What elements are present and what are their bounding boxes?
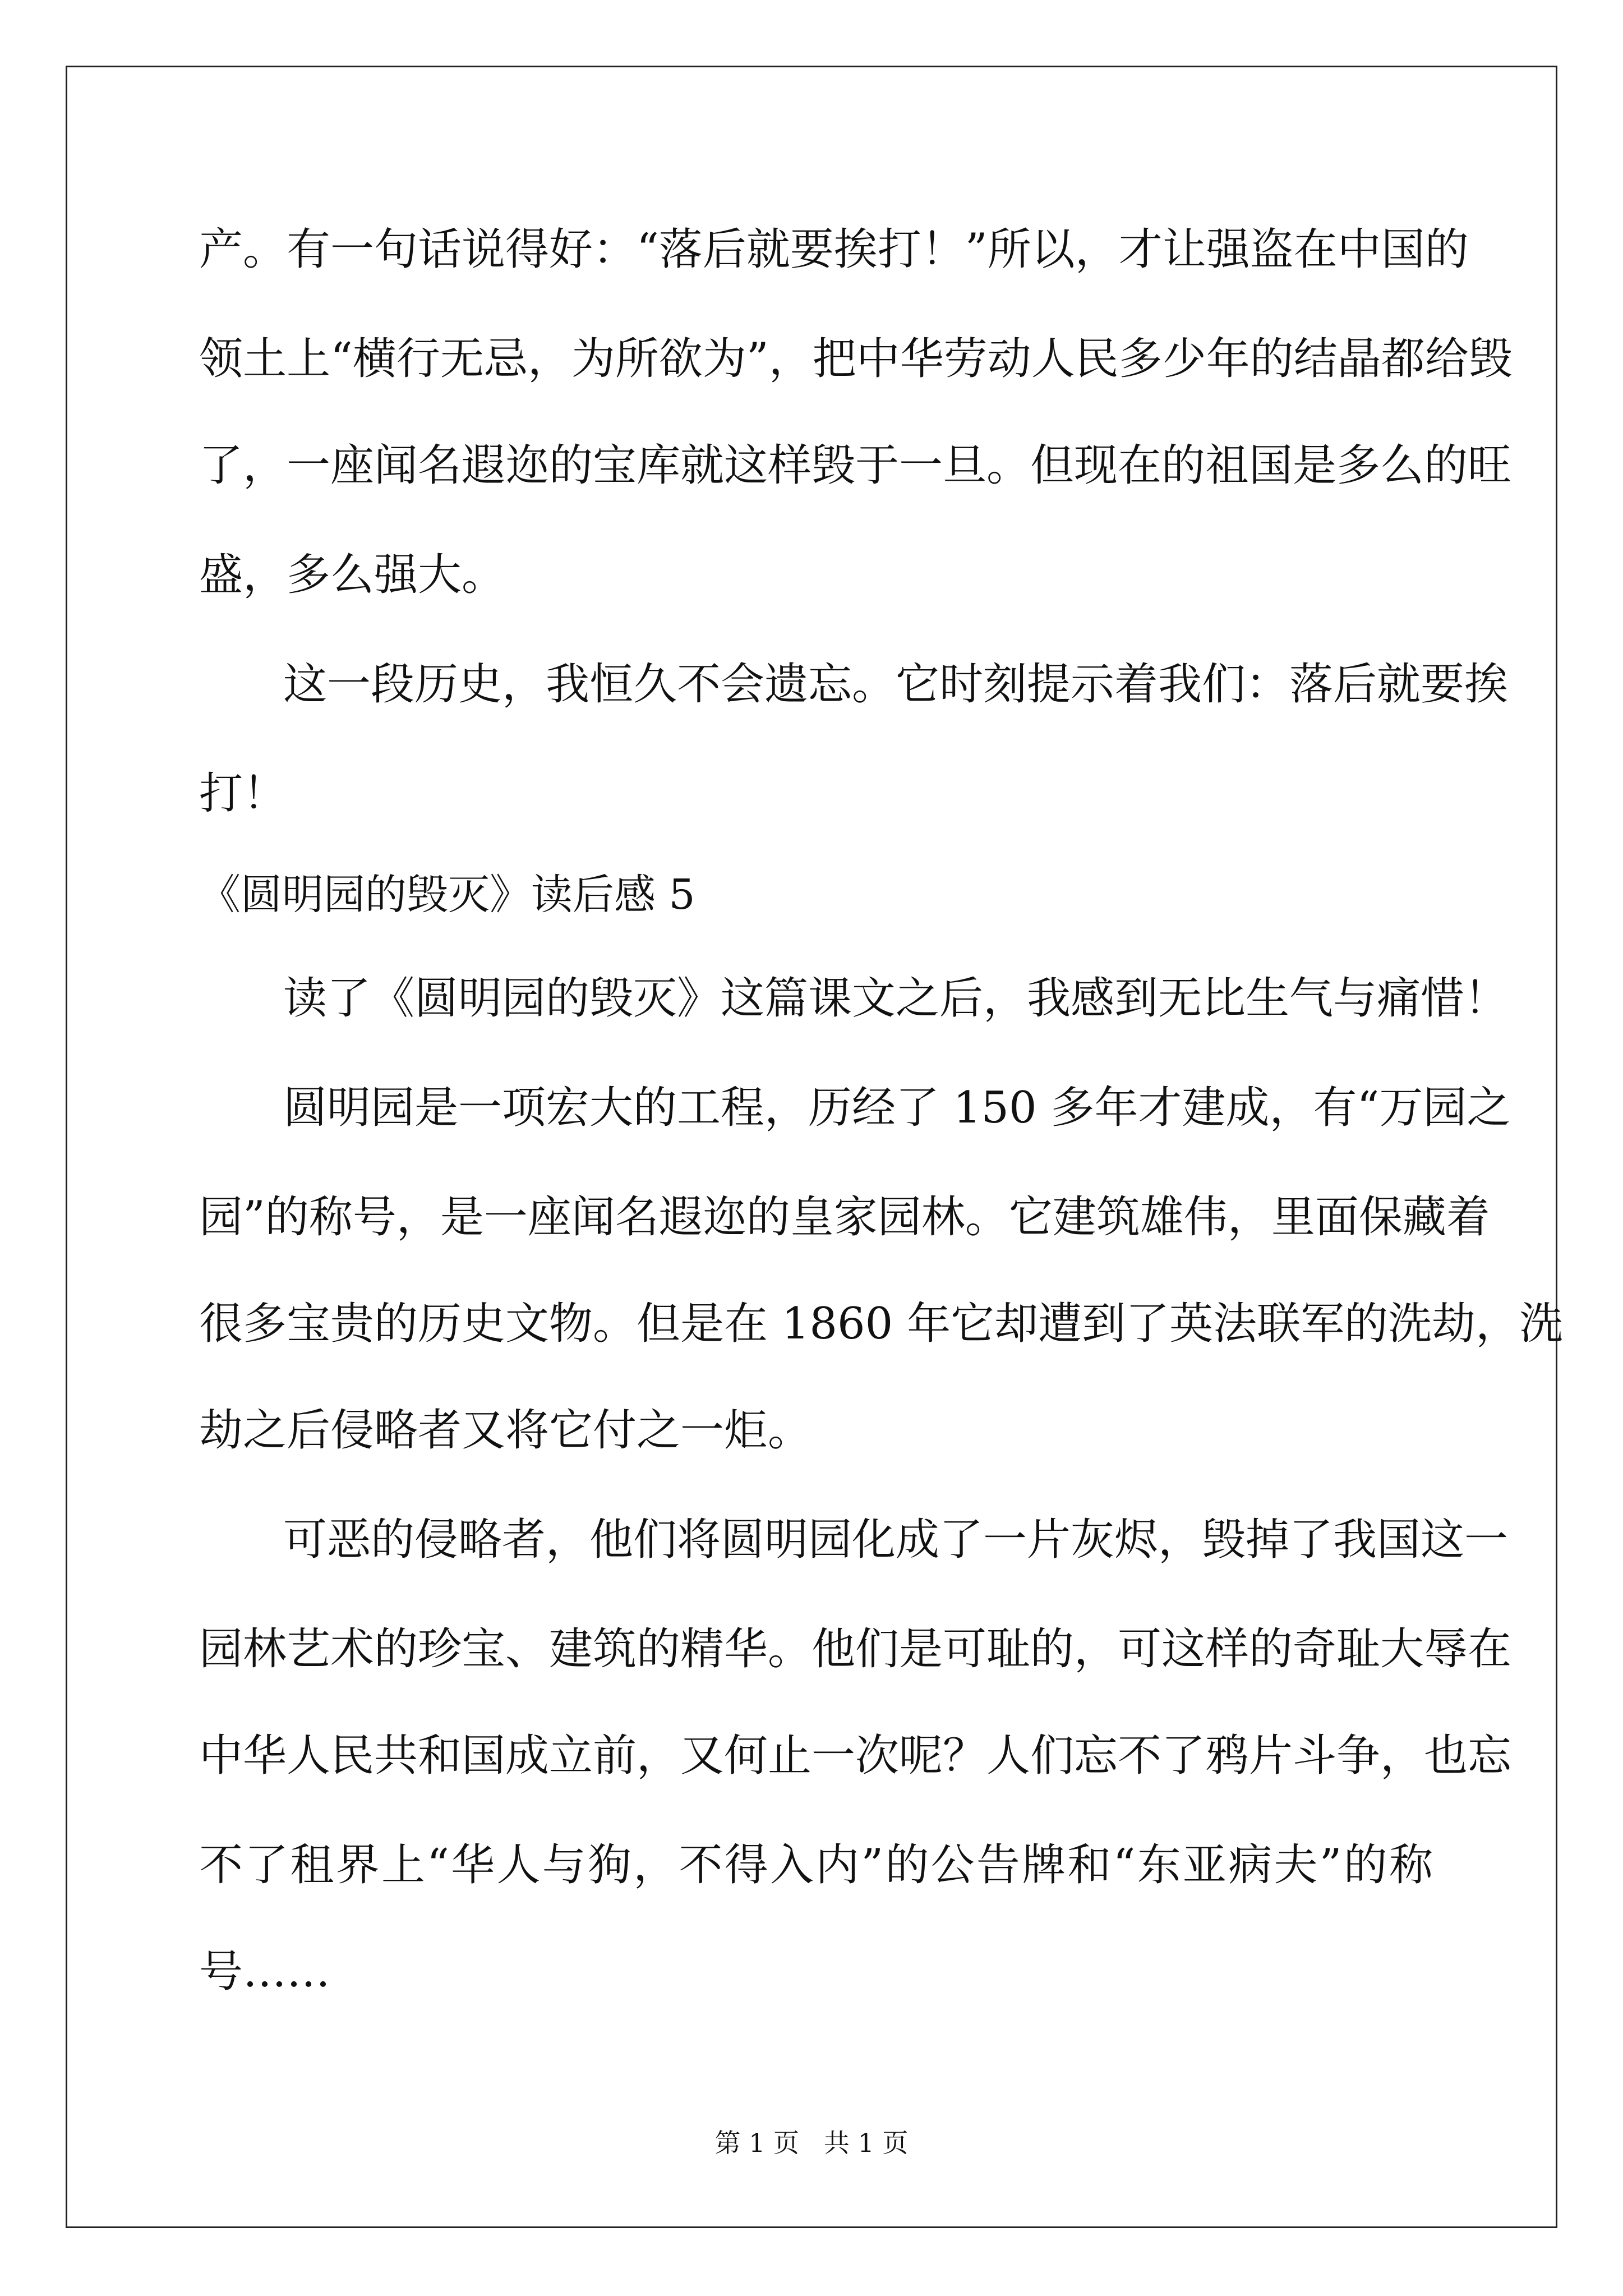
page-footer: 第 1 页 共 1 页 bbox=[714, 2128, 909, 2158]
text-line-15: 中华人民共和国成立前，又何止一次呢？人们忘不了鸦片斗争，也忘 bbox=[199, 1731, 1512, 1781]
text-line-8: 读了《圆明园的毁灭》这篇课文之后，我感到无比生气与痛惜！ bbox=[283, 973, 1509, 1024]
text-line-14: 园林艺术的珍宝、建筑的精华。他们是可耻的，可这样的奇耻大辱在 bbox=[199, 1624, 1512, 1674]
text-line-6: 打！ bbox=[199, 769, 287, 819]
text-line-4: 盛，多么强大。 bbox=[199, 550, 506, 600]
text-line-3: 了，一座闻名遐迩的宝库就这样毁于一旦。但现在的祖国是多么的旺 bbox=[199, 440, 1512, 491]
text-line-5: 这一段历史，我恒久不会遗忘。它时刻提示着我们：落后就要挨 bbox=[283, 659, 1509, 710]
page-border bbox=[66, 66, 1564, 2228]
text-line-12: 劫之后侵略者又将它付之一炬。 bbox=[199, 1405, 812, 1456]
section-heading: 《圆明园的毁灭》读后感 5 bbox=[199, 871, 695, 919]
text-line-1: 产。有一句话说得好：“落后就要挨打！”所以，才让强盗在中国的 bbox=[199, 224, 1469, 275]
text-line-17: 号…… bbox=[199, 1947, 331, 1997]
text-line-16: 不了租界上“华人与狗，不得入内”的公告牌和“东亚病夫”的称 bbox=[199, 1840, 1433, 1890]
text-line-2: 领土上“横行无忌，为所欲为”，把中华劳动人民多少年的结晶都给毁 bbox=[199, 334, 1513, 384]
text-line-10: 园”的称号，是一座闻名遐迩的皇家园林。它建筑雄伟，里面保藏着 bbox=[199, 1192, 1490, 1243]
text-line-11: 很多宝贵的历史文物。但是在 1860 年它却遭到了英法联军的洗劫，洗 bbox=[199, 1299, 1564, 1349]
text-line-13: 可恶的侵略者，他们将圆明园化成了一片灰烬，毁掉了我国这一 bbox=[283, 1515, 1509, 1565]
text-line-9: 圆明园是一项宏大的工程，历经了 150 多年才建成，有“万园之 bbox=[283, 1083, 1511, 1133]
